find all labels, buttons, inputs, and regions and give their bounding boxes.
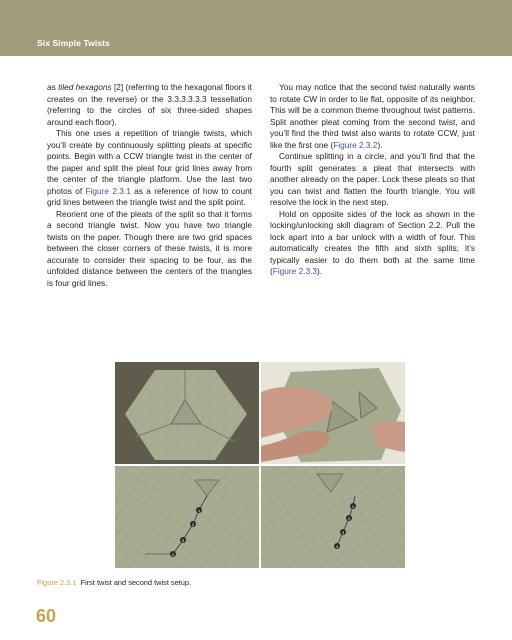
left-column <box>47 82 252 289</box>
left-paragraph-3: Reorient one of the pleats of the split so that it forms a second triangle twist. Now you have two triangle twists on the paper. Though there are two grid spaces between the closer corners of these twists, it is more accurate to consider their spacing to be four, as the unfolded distance between the centers of the triangles is four grid lines. <box>47 208 252 288</box>
figure-link[interactable]: Figure 2.3.2 <box>333 139 378 150</box>
text-run: [2] (referring to the hexagonal floors it creates on the reverse) or the 3.3.3.3.3.3 tessellation (referring to the circles of six three-sided shapes around each floor). <box>47 82 252 127</box>
count-marker: 3 <box>341 530 345 535</box>
figure-link[interactable]: Figure 2.3.3 <box>272 266 318 276</box>
photo-count-left-art <box>115 466 259 568</box>
text-run: This one uses a repetition of triangle twists, which you’ll create by continuously splitting pleats at specific points. Begin with a CCW triangle twist in the center of the paper and split the pleat four grid lines away from the center of the triangle platform. Use the last two photos of <box>47 128 252 196</box>
text-run: ). <box>377 139 383 150</box>
count-marker: 4 <box>171 552 175 557</box>
running-head: Six Simple Twists <box>37 38 110 48</box>
figure-link[interactable]: Figure 2.3.1 <box>85 185 131 196</box>
right-column <box>270 82 475 278</box>
count-marker: 2 <box>347 516 351 521</box>
count-marker: 2 <box>191 522 195 527</box>
figure-caption <box>37 578 191 587</box>
right-paragraph-1 <box>270 82 475 151</box>
count-marker: 1 <box>351 504 355 509</box>
count-marker: 4 <box>335 544 339 549</box>
text-run: ). <box>317 266 323 276</box>
right-paragraph-3 <box>270 209 475 278</box>
photo-count-right-art <box>261 466 405 568</box>
emphasis-term: tiled hexagons <box>58 82 112 92</box>
left-paragraph-2 <box>47 128 252 209</box>
text-run: You may notice that the second twist naturally wants to rotate CW in order to lie flat, opposite of its neighbor. This will be a common theme throughout twist patterns. Split another pleat coming from the second twist, and you’ll find the third twist also wants to rotate CCW, just like the first one ( <box>270 82 475 150</box>
count-marker: 1 <box>197 508 201 513</box>
figure-photo-grid <box>115 362 405 568</box>
photo-first-twist <box>115 362 259 464</box>
left-paragraph-1 <box>47 82 252 128</box>
text-run: as <box>47 82 59 92</box>
text-run: Hold on opposite sides of the lock as shown in the locking/unlocking skill diagram of Section 2.2. Pull the lock apart into a bar unlock with a width of four. This automatically creates the fifth and sixth splits; it’s typically easier to do them both at the same time ( <box>270 208 475 276</box>
right-paragraph-2: Continue splitting in a circle, and you’ll find that the fourth split generates a pleat that intersects with another already on the paper. Lock these pleats so that you can twist and flatten the fourth triangle. You will resolve the lock in the next step. <box>270 151 475 207</box>
page-number: 60 <box>36 606 57 626</box>
text-run: as a reference of how to count grid lines between the triangle twist and the split point. <box>47 185 252 207</box>
figure-caption-text: First twist and second twist setup. <box>80 578 192 587</box>
figure-caption-number: Figure 2.3.1 <box>37 578 77 587</box>
photo-hands-twist <box>261 362 405 464</box>
photo-count-left <box>115 466 259 568</box>
photo-hands-twist-art <box>261 362 405 464</box>
count-marker: 3 <box>181 538 185 543</box>
photo-first-twist-art <box>115 362 259 464</box>
photo-count-right <box>261 466 405 568</box>
